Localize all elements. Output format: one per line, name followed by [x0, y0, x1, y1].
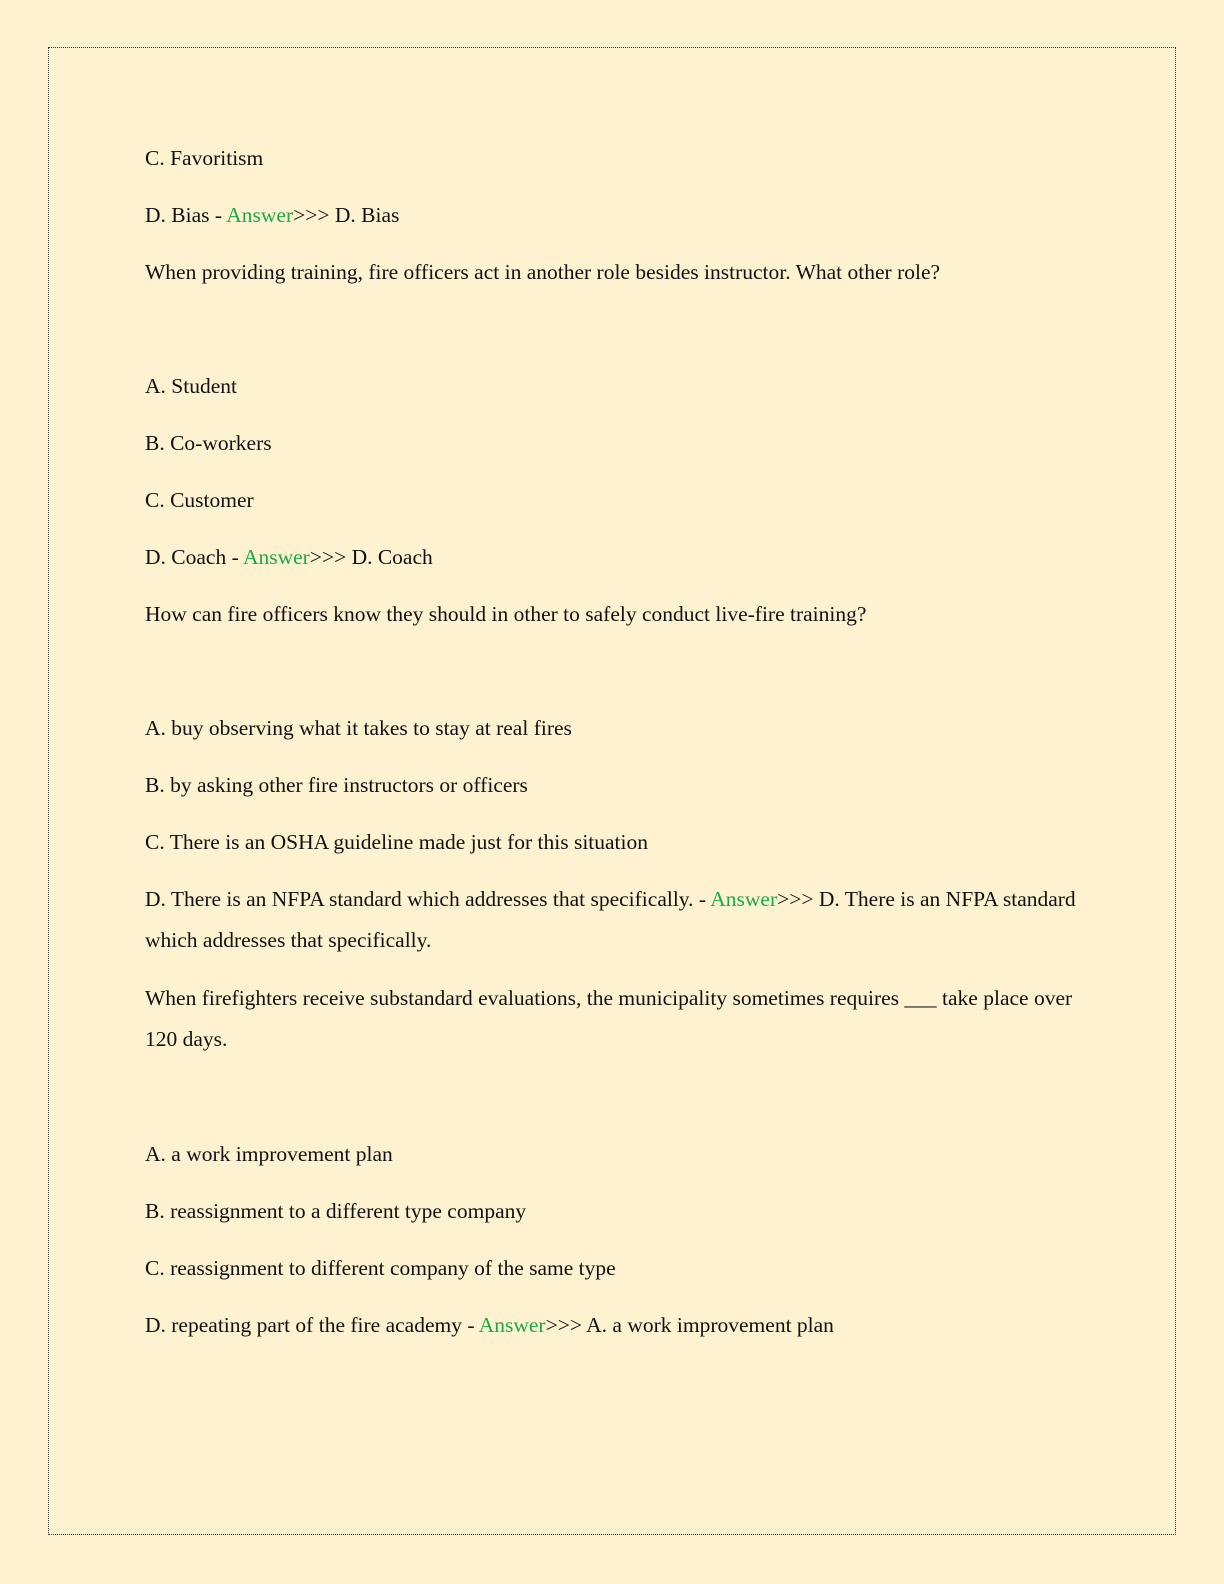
option-b-reassignment-type: B. reassignment to a different type company	[145, 1199, 527, 1223]
option-b-asking: B. by asking other fire instructors or officers	[145, 773, 528, 797]
answer-label: Answer	[242, 545, 310, 569]
answer-prefix: D. repeating part of the fire academy -	[145, 1313, 479, 1337]
option-a-work-plan: A. a work improvement plan	[145, 1142, 393, 1166]
answer-label: Answer	[710, 887, 778, 911]
answer-suffix: >>> D. Bias	[293, 203, 400, 227]
question-other-role: When providing training, fire officers act in another role besides instructor. What other role?	[145, 260, 941, 284]
answer-line-bias	[145, 195, 1085, 235]
answer-suffix: >>> D. Coach	[309, 545, 433, 569]
option-c-customer: C. Customer	[145, 488, 254, 512]
spacer	[145, 309, 1085, 366]
answer-label: Answer	[478, 1313, 546, 1337]
answer-line-coach	[145, 537, 1085, 577]
answer-label: Answer	[226, 203, 294, 227]
spacer	[145, 651, 1085, 708]
option-b-coworkers: B. Co-workers	[145, 431, 272, 455]
option-a-student: A. Student	[145, 374, 237, 398]
spacer	[145, 1077, 1085, 1134]
option-a-observing: A. buy observing what it takes to stay at real fires	[145, 716, 572, 740]
question-live-fire: How can fire officers know they should in other to safely conduct live-fire training?	[145, 602, 867, 626]
question-substandard-evaluations: When firefighters receive substandard evaluations, the municipality sometimes requires ___ take place over 120 days.	[145, 986, 1073, 1051]
document-body	[145, 138, 1085, 1362]
option-c-favoritism: C. Favoritism	[145, 146, 264, 170]
answer-prefix: D. Bias -	[145, 203, 227, 227]
option-c-reassignment-company: C. reassignment to different company of the same type	[145, 1256, 616, 1280]
option-c-osha: C. There is an OSHA guideline made just for this situation	[145, 830, 649, 854]
answer-suffix: >>> A. a work improvement plan	[545, 1313, 834, 1337]
answer-prefix: D. There is an NFPA standard which addresses that specifically. -	[145, 887, 711, 911]
answer-line-nfpa	[145, 879, 1085, 961]
answer-prefix: D. Coach -	[145, 545, 243, 569]
answer-suffix: >>> D. There is an NFPA standard which addresses that specifically.	[145, 887, 1076, 952]
answer-line-work-plan	[145, 1305, 1085, 1345]
